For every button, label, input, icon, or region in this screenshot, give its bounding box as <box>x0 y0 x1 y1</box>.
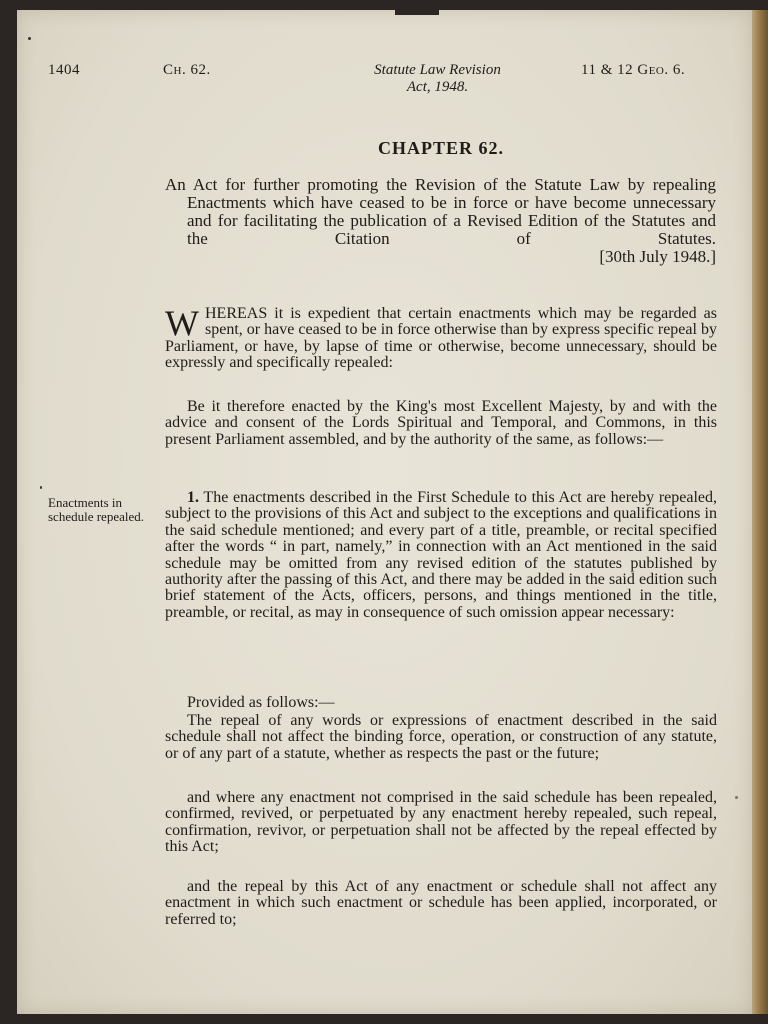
chapter-heading: CHAPTER 62. <box>377 138 504 158</box>
book-page-edge <box>752 10 768 1014</box>
section-number: 1. <box>187 489 199 506</box>
proviso-paragraph: and the repeal by this Act of any enactment or schedule shall not affect any enactment in which such enactment or schedule has been applied, incorporated, or referred to; <box>165 878 717 928</box>
royal-assent-date: [30th July 1948.] <box>599 247 716 266</box>
proviso-intro: Provided as follows:— <box>187 694 335 711</box>
margin-note: Enactments in schedule repealed. <box>48 495 145 524</box>
enacting-formula: Be it therefore enacted by the King's most Excellent Majesty, by and with the advice and consent of the Lords Spiritual and Temporal, and Commons, in this present Parliament assembled, and by the authority of the same, as follows:— <box>165 398 717 448</box>
paper-speck <box>40 486 42 489</box>
long-title <box>165 176 716 266</box>
paper-speck <box>28 37 31 40</box>
act-short-title <box>330 62 545 96</box>
proviso-paragraph: and where any enactment not comprised in the said schedule has been repealed, confirmed, revived, or perpetuated by any enactment hereby repealed, such repeal, confirmation, revivor, or perpetuation shall not be affected by the repeal effected by this Act; <box>165 789 717 856</box>
proviso-paragraph: The repeal of any words or expressions of enactment described in the said schedule shall not affect the binding force, operation, or construction of any statute, or of any part of a statute, whether as respects the past or the future; <box>165 712 717 762</box>
running-head <box>0 62 768 102</box>
act-title-line2: Act, 1948. <box>406 79 469 95</box>
long-title-text: An Act for further promoting the Revision of the Statute Law by repealing Enactments which have ceased to be in force or have become unnecessary and for facilitating the publication of a Revised Edition of the Statutes and the Citation of Statutes. <box>165 175 716 248</box>
act-title-line1: Statute Law Revision <box>374 62 501 78</box>
preamble <box>165 303 717 372</box>
drop-cap: W <box>165 303 199 343</box>
page-notch <box>395 10 439 15</box>
paper-speck <box>735 796 738 799</box>
preamble-text: HEREAS it is expedient that certain enactments which may be regarded as spent, or have ceased to be in force otherwise than by express specific repeal by Parliament, or have, by lapse of time or otherwise, become unnecessary, should be expressly and specifically repealed: <box>165 305 717 372</box>
section-1 <box>165 490 717 621</box>
section-1-text: The enactments described in the First Schedule to this Act are hereby repealed, subject to the provisions of this Act and subject to the exceptions and qualifications in the said schedule mentioned; and every part of a title, preamble, or recital specified after the words “ in part, namely,” in connection with an Act mentioned in the said schedule may be omitted from any revised edition of the statutes published by authority after the passing of this Act, and there may be added in the said edition such brief statement of the Acts, officers, persons, and things mentioned in the title, preamble, or recital, as may in consequence of such omission appear necessary: <box>165 489 718 621</box>
chapter-reference: Ch. 62. <box>163 62 211 78</box>
page-number: 1404 <box>48 62 80 78</box>
regnal-year: 11 & 12 Geo. 6. <box>581 62 686 78</box>
